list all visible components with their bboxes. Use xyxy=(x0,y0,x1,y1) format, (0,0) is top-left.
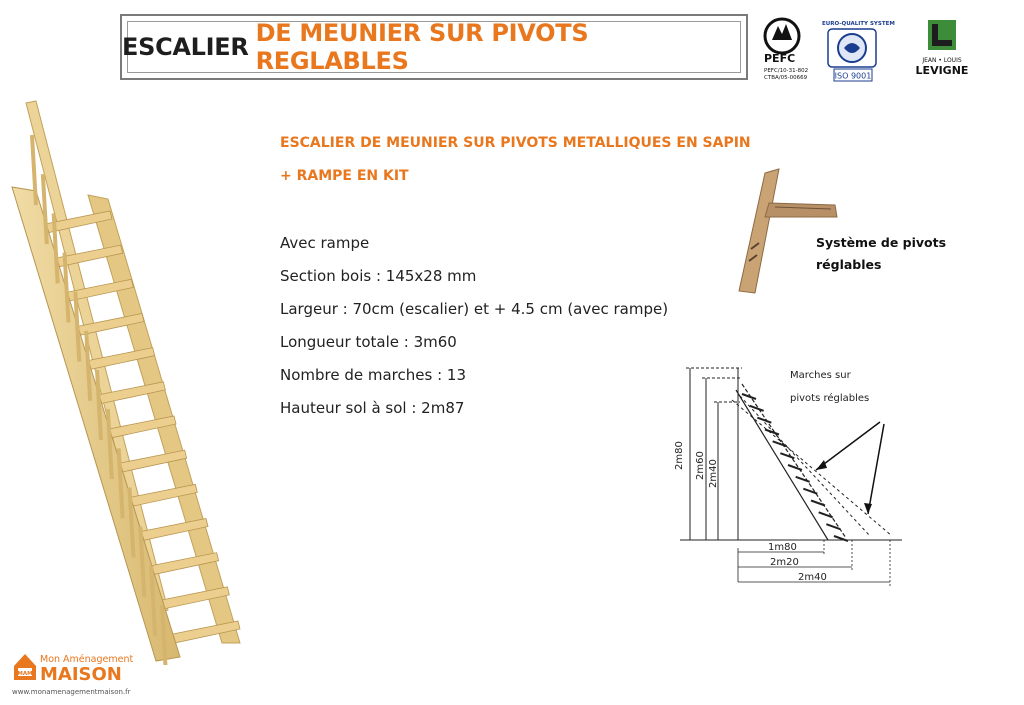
height-label-2: 2m60 xyxy=(695,451,706,480)
spec-section-bois: Section bois : 145x28 mm xyxy=(280,267,477,285)
product-heading-1: ESCALIER DE MEUNIER SUR PIVOTS METALLIQUES EN SAPIN xyxy=(280,135,751,151)
length-label-3: 2m40 xyxy=(798,572,827,583)
brand-logo xyxy=(12,648,142,698)
iso-top-text: EURO-QUALITY SYSTEM xyxy=(822,21,895,27)
spec-hauteur: Hauteur sol à sol : 2m87 xyxy=(280,399,465,417)
product-heading-2: + RAMPE EN KIT xyxy=(280,168,409,184)
brand-line-1: Mon Aménagement xyxy=(40,654,134,665)
levigne-bottom-text: LEVIGNE xyxy=(915,64,969,77)
diagram-tread xyxy=(773,441,787,446)
diagram-tread xyxy=(780,453,794,458)
spec-largeur: Largeur : 70cm (escalier) et + 4.5 cm (avec rampe) xyxy=(280,300,669,318)
brand-line-2: MAISON xyxy=(40,664,122,685)
diagram-tread xyxy=(757,418,771,423)
length-label-2: 2m20 xyxy=(770,557,799,568)
height-label-3: 2m40 xyxy=(708,459,719,488)
pivot-caption xyxy=(816,232,946,276)
diagram-tread xyxy=(765,430,779,435)
brand-url: www.monamenagementmaison.fr xyxy=(12,688,131,696)
diagram-tread xyxy=(796,477,810,482)
pivot-caption-line-1: Système de pivots xyxy=(816,235,947,250)
spec-marches: Nombre de marches : 13 xyxy=(280,366,466,384)
svg-text:MAM: MAM xyxy=(17,671,33,677)
staircase-image xyxy=(0,95,250,665)
spec-longueur: Longueur totale : 3m60 xyxy=(280,333,457,351)
diagram-tread xyxy=(811,501,825,506)
pefc-logo xyxy=(764,19,808,81)
iso-bottom-text: ISO 9001 xyxy=(834,71,872,81)
page-title xyxy=(122,16,746,78)
diagram-tread xyxy=(803,489,817,494)
height-label-1: 2m80 xyxy=(674,441,685,470)
pefc-name: PEFC xyxy=(764,52,796,65)
diagram-note-1: Marches sur xyxy=(790,370,851,381)
dimension-diagram xyxy=(670,360,910,590)
pefc-code-2: CTBA/05-00669 xyxy=(764,75,808,81)
title-banner xyxy=(120,14,748,80)
title-part-orange: DE MEUNIER SUR PIVOTS REGLABLES xyxy=(255,19,589,75)
certification-logos xyxy=(760,16,980,86)
pefc-code-1: PEFC/10-31-802 xyxy=(764,68,809,74)
length-label-1: 1m80 xyxy=(768,542,797,553)
levigne-top-text: JEAN • LOUIS xyxy=(922,57,962,64)
diagram-tread xyxy=(788,465,802,470)
house-icon xyxy=(14,654,36,680)
iso-9001-logo xyxy=(822,21,895,81)
pivot-caption-line-2: réglables xyxy=(816,257,882,272)
diagram-tread xyxy=(826,524,840,529)
title-part-dark: ESCALIER xyxy=(122,33,249,61)
levigne-logo xyxy=(916,20,969,77)
diagram-note-2: pivots réglables xyxy=(790,393,870,404)
spec-rampe: Avec rampe xyxy=(280,234,370,252)
